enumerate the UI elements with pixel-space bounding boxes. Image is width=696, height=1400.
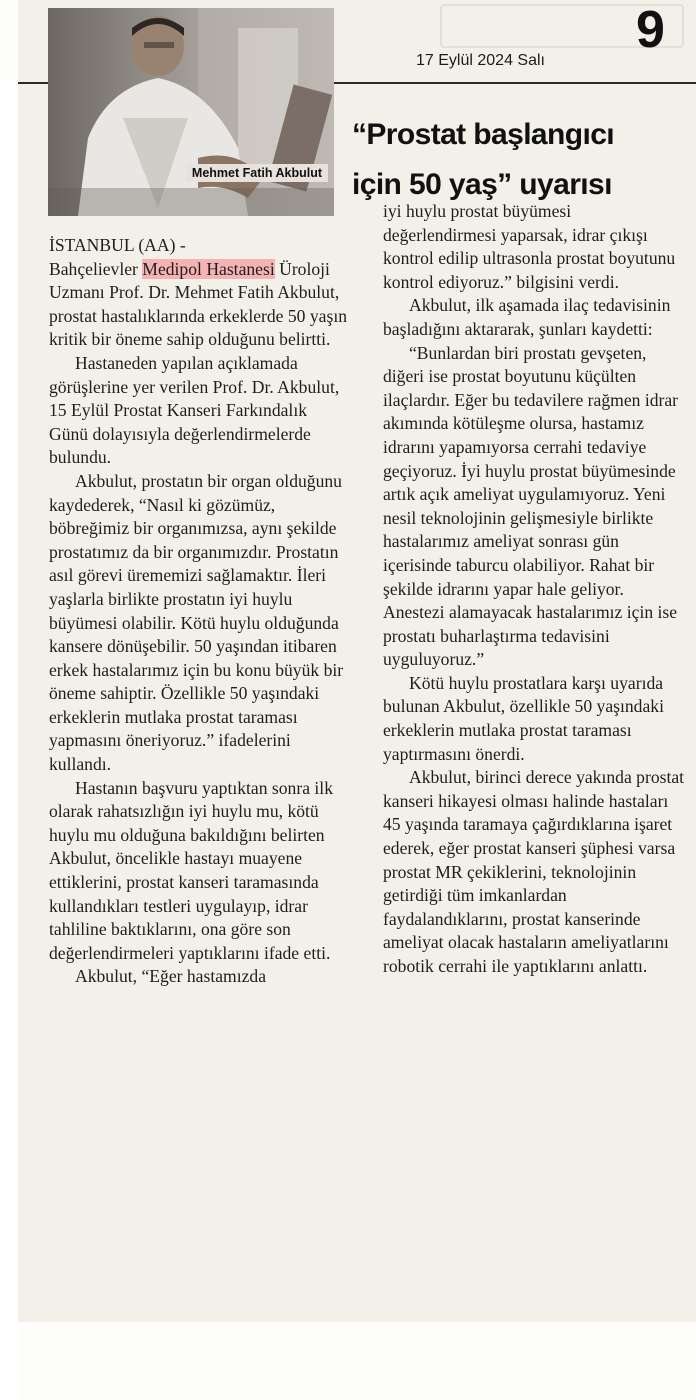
headline-line-1: “Prostat başlangıcı (352, 118, 615, 151)
photo-caption: Mehmet Fatih Akbulut (186, 164, 328, 182)
lead-paragraph (49, 258, 349, 352)
paragraph-6: Akbulut, ilk aşamada ilaç tedavisinin başladığını aktararak, şunları kaydetti: (383, 295, 671, 339)
quote-paragraph: “Bunlardan biri prostatı gevşeten, diğeri ise prostat boyutunu küçülten ilaçlardır. Eğer bu tedavilere rağmen idrar akımında kötüleşme olursa, hastamız idrarını yapamıyorsa cerrahi tedaviye geçiyoruz. İyi huylu prostat büyümesinde artık açık ameliyat uygulamıyoruz. Yeni nesil teknolojinin gelişmesiyle birlikte hastalarımız ameliyat sonrası gün içerisinde taburcu olabiliyor. Rahat bir şekilde idrarını yapar hale geliyor. Anestezi alamayacak hastalarımız için ise prostatı buharlaştırma tedavisini uyguluyoruz.” (383, 342, 679, 670)
paragraph-8: Akbulut, birinci derece yakında prostat kanseri hikayesi olması halinde hastaları 45 yaşında taramaya çağırdıklarına işaret ederek, eğer prostat kanseri şüphesi varsa prostat MR çekiklerini, teknolojinin getirdiği tüm imkanlardan faydalandıklarını, prostat kanserinde ameliyat olacak hastaların ameliyatlarını robotik cerrahi ile yaptıklarını anlattı. (383, 767, 685, 976)
highlighted-hospital-name: Medipol Hastanesi (142, 258, 275, 279)
dateline: İSTANBUL (AA) - (49, 235, 186, 255)
headline-line-2: için 50 yaş” uyarısı (352, 168, 612, 201)
page-number: 9 (636, 1, 665, 59)
article-left-column (49, 234, 349, 989)
paragraph-4: Hastanın başvuru yaptıktan sonra ilk olarak rahatsızlığın iyi huylu mu, kötü huylu mu olduğuna bakıldığını belirten Akbulut, öncelikle hastayı muayene ettiklerini, prostat kanseri taramasında kullandıkları testleri uygulayıp, idrar tahliline baktıklarını, ona göre son değerlendirmeleri yaptıklarını ifade etti. (49, 777, 333, 963)
scan-margin (0, 80, 18, 1400)
article-photo (48, 8, 334, 216)
paragraph-2: Hastaneden yapılan açıklamada görüşlerine yer verilen Prof. Dr. Akbulut, 15 Eylül Prostat Kanseri Farkındalık Günü dolayısıyla değerlendirmelerde bulundu. (49, 352, 340, 468)
issue-date: 17 Eylül 2024 Salı (416, 52, 545, 69)
paragraph-3: Akbulut, prostatın bir organ olduğunu kaydederek, “Nasıl ki gözümüz, böbreğimiz bir organımızsa, aynı şekilde prostatımız da bir organımızdır. Prostatın asıl görevi ürememizi sağlamaktır. İleri yaşlarla birlikte prostatın iyi huylu büyümesi olabilir. Kötü huylu olduğunda kansere dönüşebilir. 50 yaşından itibaren erkek hastalarımız için bu konu büyük bir öneme sahiptir. Özellikle 50 yaşındaki erkeklerin mutlaka prostat taraması yapmasını öneriyoruz.” ifadelerini kullandı. (49, 470, 344, 775)
paragraph-continued: iyi huylu prostat büyümesi değerlendirmesi yaparsak, idrar çıkışı kontrol edilip ultrasonla prostat boyutunu kontrol ediyoruz.” bilgisini verdi. (383, 201, 676, 292)
article-headline (352, 110, 692, 210)
paragraph-5: Akbulut, “Eğer hastamızda (75, 966, 267, 987)
article-right-column (383, 200, 685, 979)
paragraph-7: Kötü huylu prostatlara karşı uyarıda bulunan Akbulut, özellikle 50 yaşındaki erkeklerin mutlaka prostat taraması yaptırmasını önerdi. (383, 672, 664, 764)
lead-text-start: Bahçelievler (49, 258, 143, 279)
lead-text-rest: Üroloji Uzmanı Prof. Dr. Mehmet Fatih Akbulut, prostat hastalıklarında erkeklerde 50 yaşın kritik bir öneme sahip olduğunu belirtti. (49, 258, 348, 350)
doctor-photo-illustration (48, 8, 334, 216)
